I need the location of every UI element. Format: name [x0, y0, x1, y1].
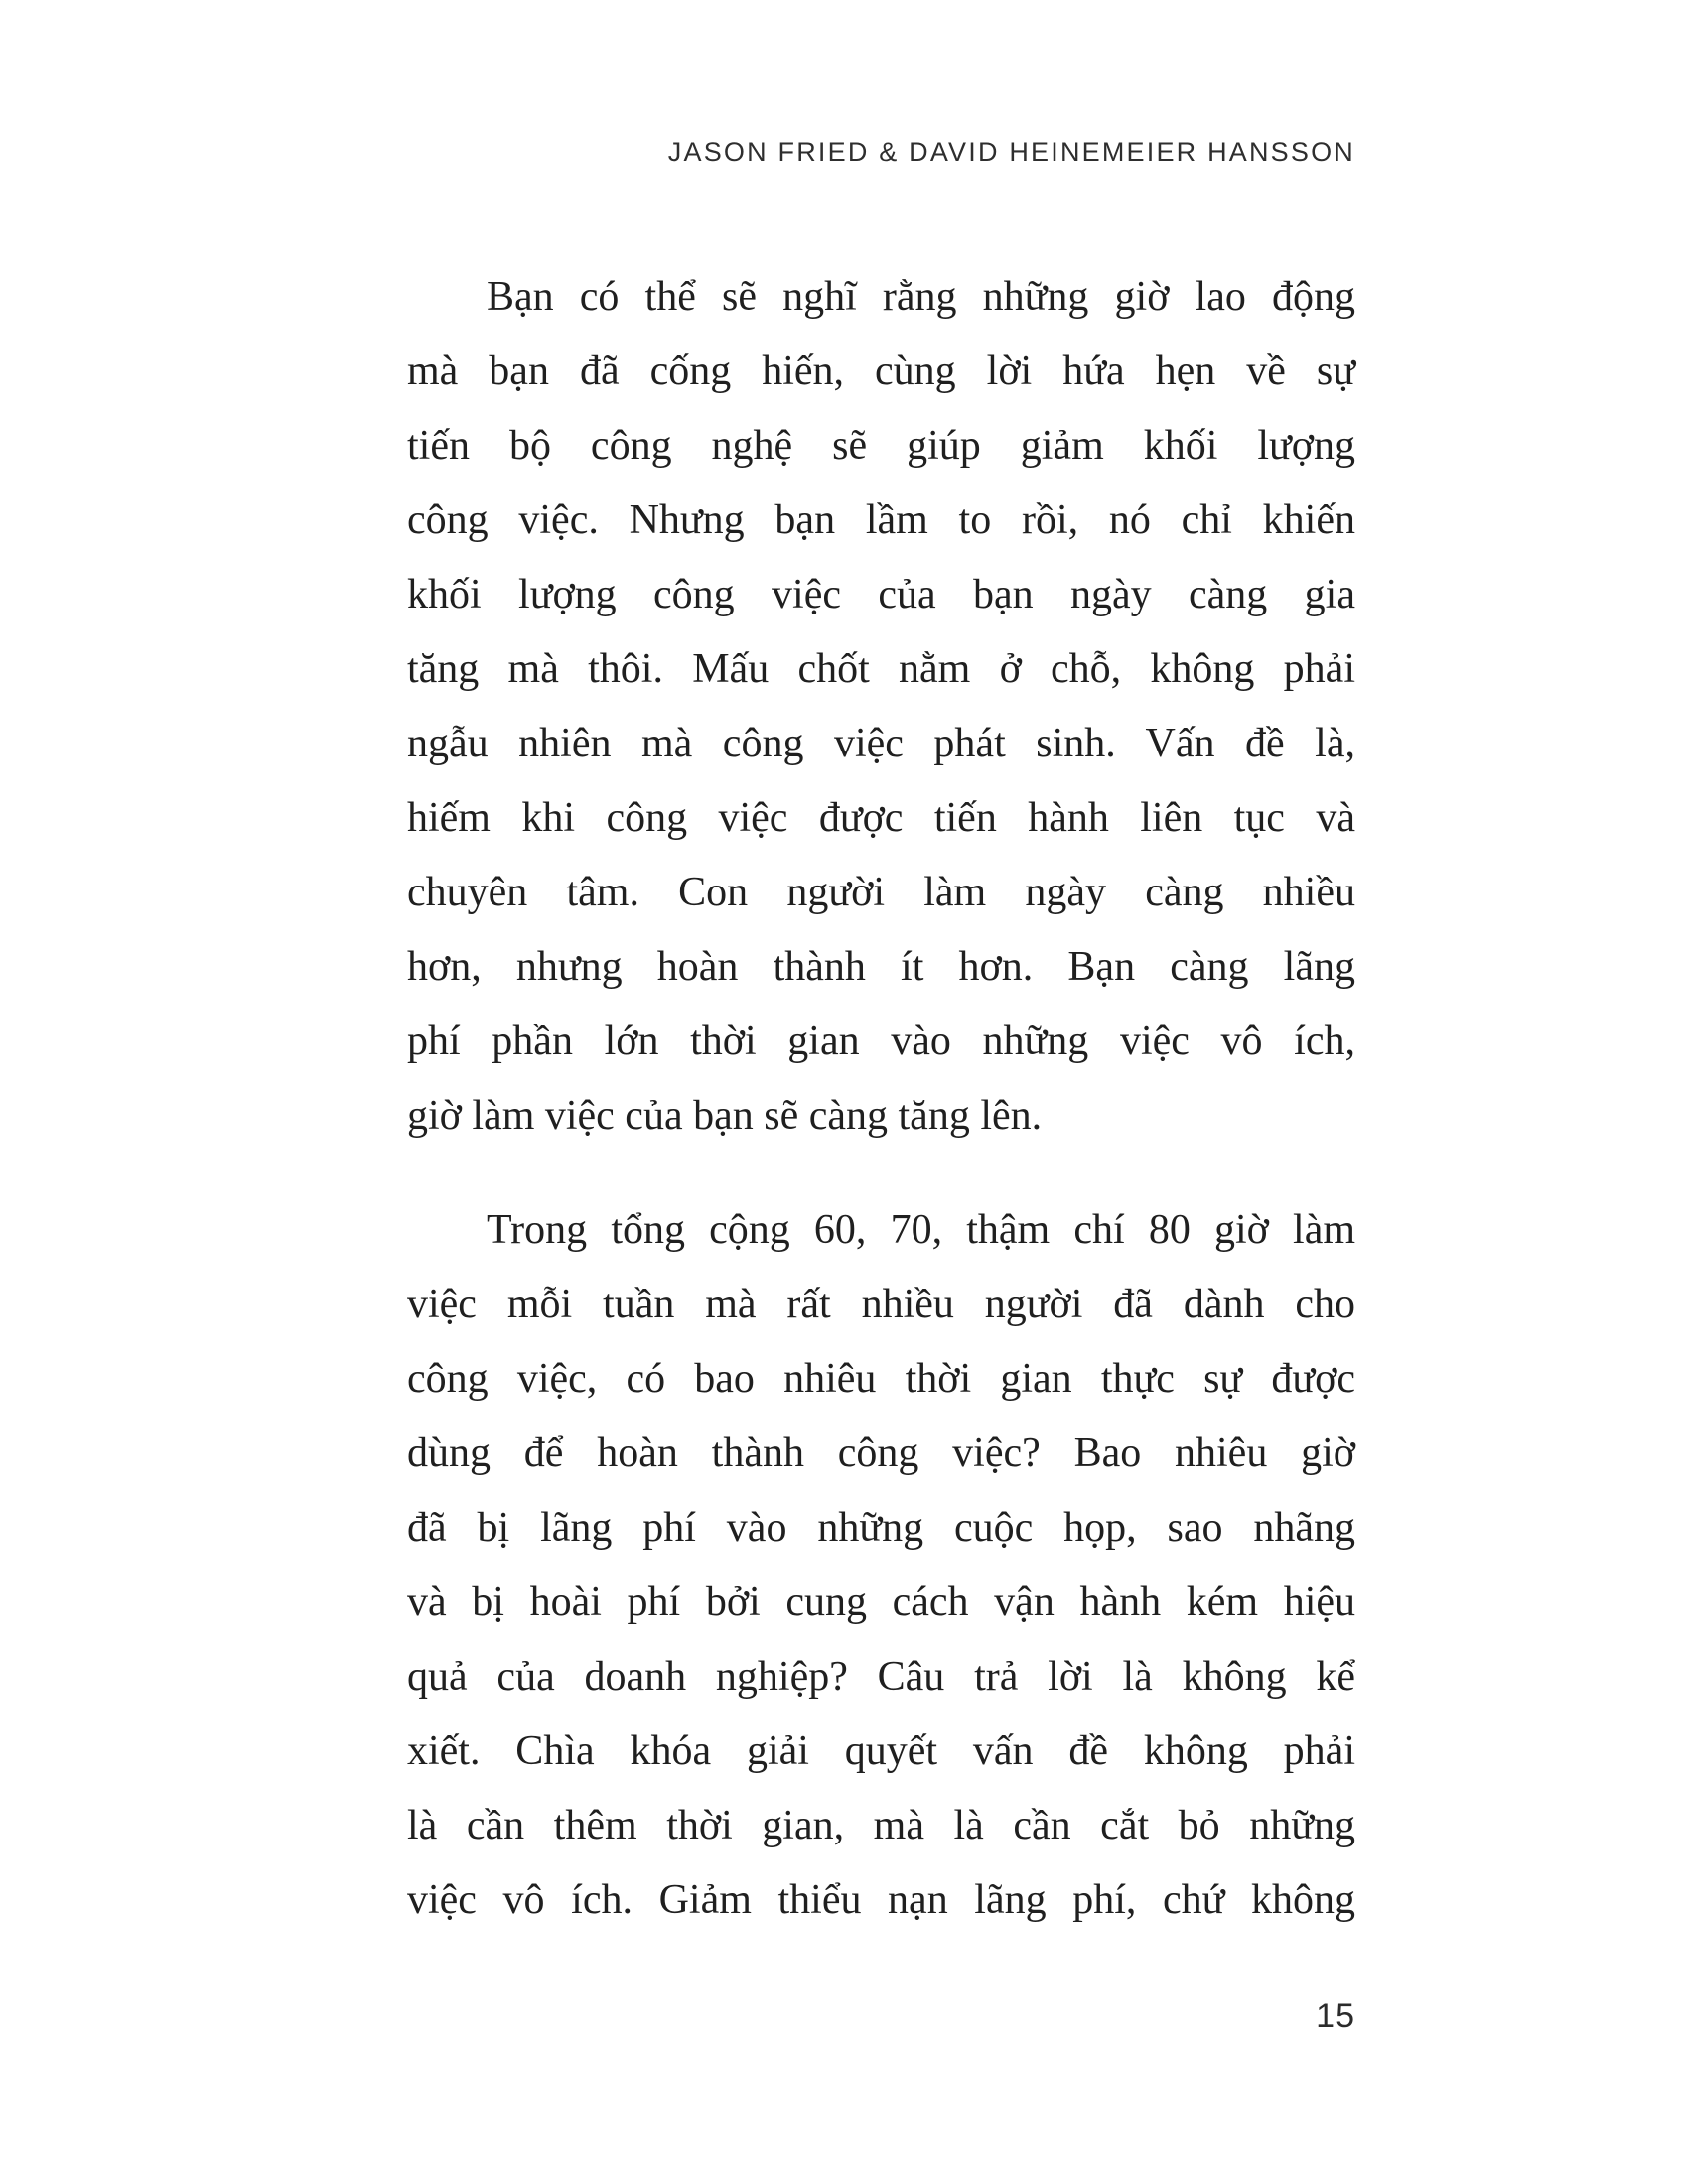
- text-line: tăng mà thôi. Mấu chốt nằm ở chỗ, không phải: [407, 646, 1355, 692]
- text-line: việc vô ích. Giảm thiểu nạn lãng phí, chứ không: [407, 1877, 1355, 1923]
- text-line: đã bị lãng phí vào những cuộc họp, sao nhãng: [407, 1505, 1355, 1551]
- body-text-block: [407, 260, 1355, 1938]
- text-line: mà bạn đã cống hiến, cùng lời hứa hẹn về sự: [407, 348, 1355, 394]
- text-line: việc mỗi tuần mà rất nhiều người đã dành cho: [407, 1282, 1355, 1327]
- text-line: khối lượng công việc của bạn ngày càng gia: [407, 572, 1355, 617]
- page-number: 15: [1316, 1997, 1355, 2035]
- text-line: và bị hoài phí bởi cung cách vận hành kém hiệu: [407, 1579, 1355, 1625]
- text-line: xiết. Chìa khóa giải quyết vấn đề không phải: [407, 1728, 1355, 1774]
- text-line: Trong tổng cộng 60, 70, thậm chí 80 giờ làm: [487, 1207, 1355, 1253]
- text-line: ngẫu nhiên mà công việc phát sinh. Vấn đề là,: [407, 721, 1355, 766]
- text-line: hiếm khi công việc được tiến hành liên tục và: [407, 795, 1355, 841]
- paragraph-1: [407, 260, 1355, 1154]
- text-line: công việc. Nhưng bạn lầm to rồi, nó chỉ khiến: [407, 497, 1355, 543]
- text-line: chuyên tâm. Con người làm ngày càng nhiều: [407, 870, 1355, 915]
- text-line: giờ làm việc của bạn sẽ càng tăng lên.: [407, 1093, 1043, 1139]
- text-line: quả của doanh nghiệp? Câu trả lời là không kể: [407, 1654, 1355, 1700]
- text-line: là cần thêm thời gian, mà là cần cắt bỏ những: [407, 1803, 1355, 1848]
- text-line: công việc, có bao nhiêu thời gian thực sự được: [407, 1356, 1355, 1402]
- paragraph-2: [407, 1193, 1355, 1938]
- running-header-author-line: JASON FRIED & DAVID HEINEMEIER HANSSON: [667, 137, 1355, 167]
- text-line: phí phần lớn thời gian vào những việc vô ích,: [407, 1019, 1355, 1064]
- text-line: dùng để hoàn thành công việc? Bao nhiêu giờ: [407, 1431, 1355, 1476]
- text-line: tiến bộ công nghệ sẽ giúp giảm khối lượng: [407, 423, 1355, 469]
- text-line: Bạn có thể sẽ nghĩ rằng những giờ lao động: [487, 274, 1355, 320]
- text-line: hơn, nhưng hoàn thành ít hơn. Bạn càng lãng: [407, 944, 1355, 990]
